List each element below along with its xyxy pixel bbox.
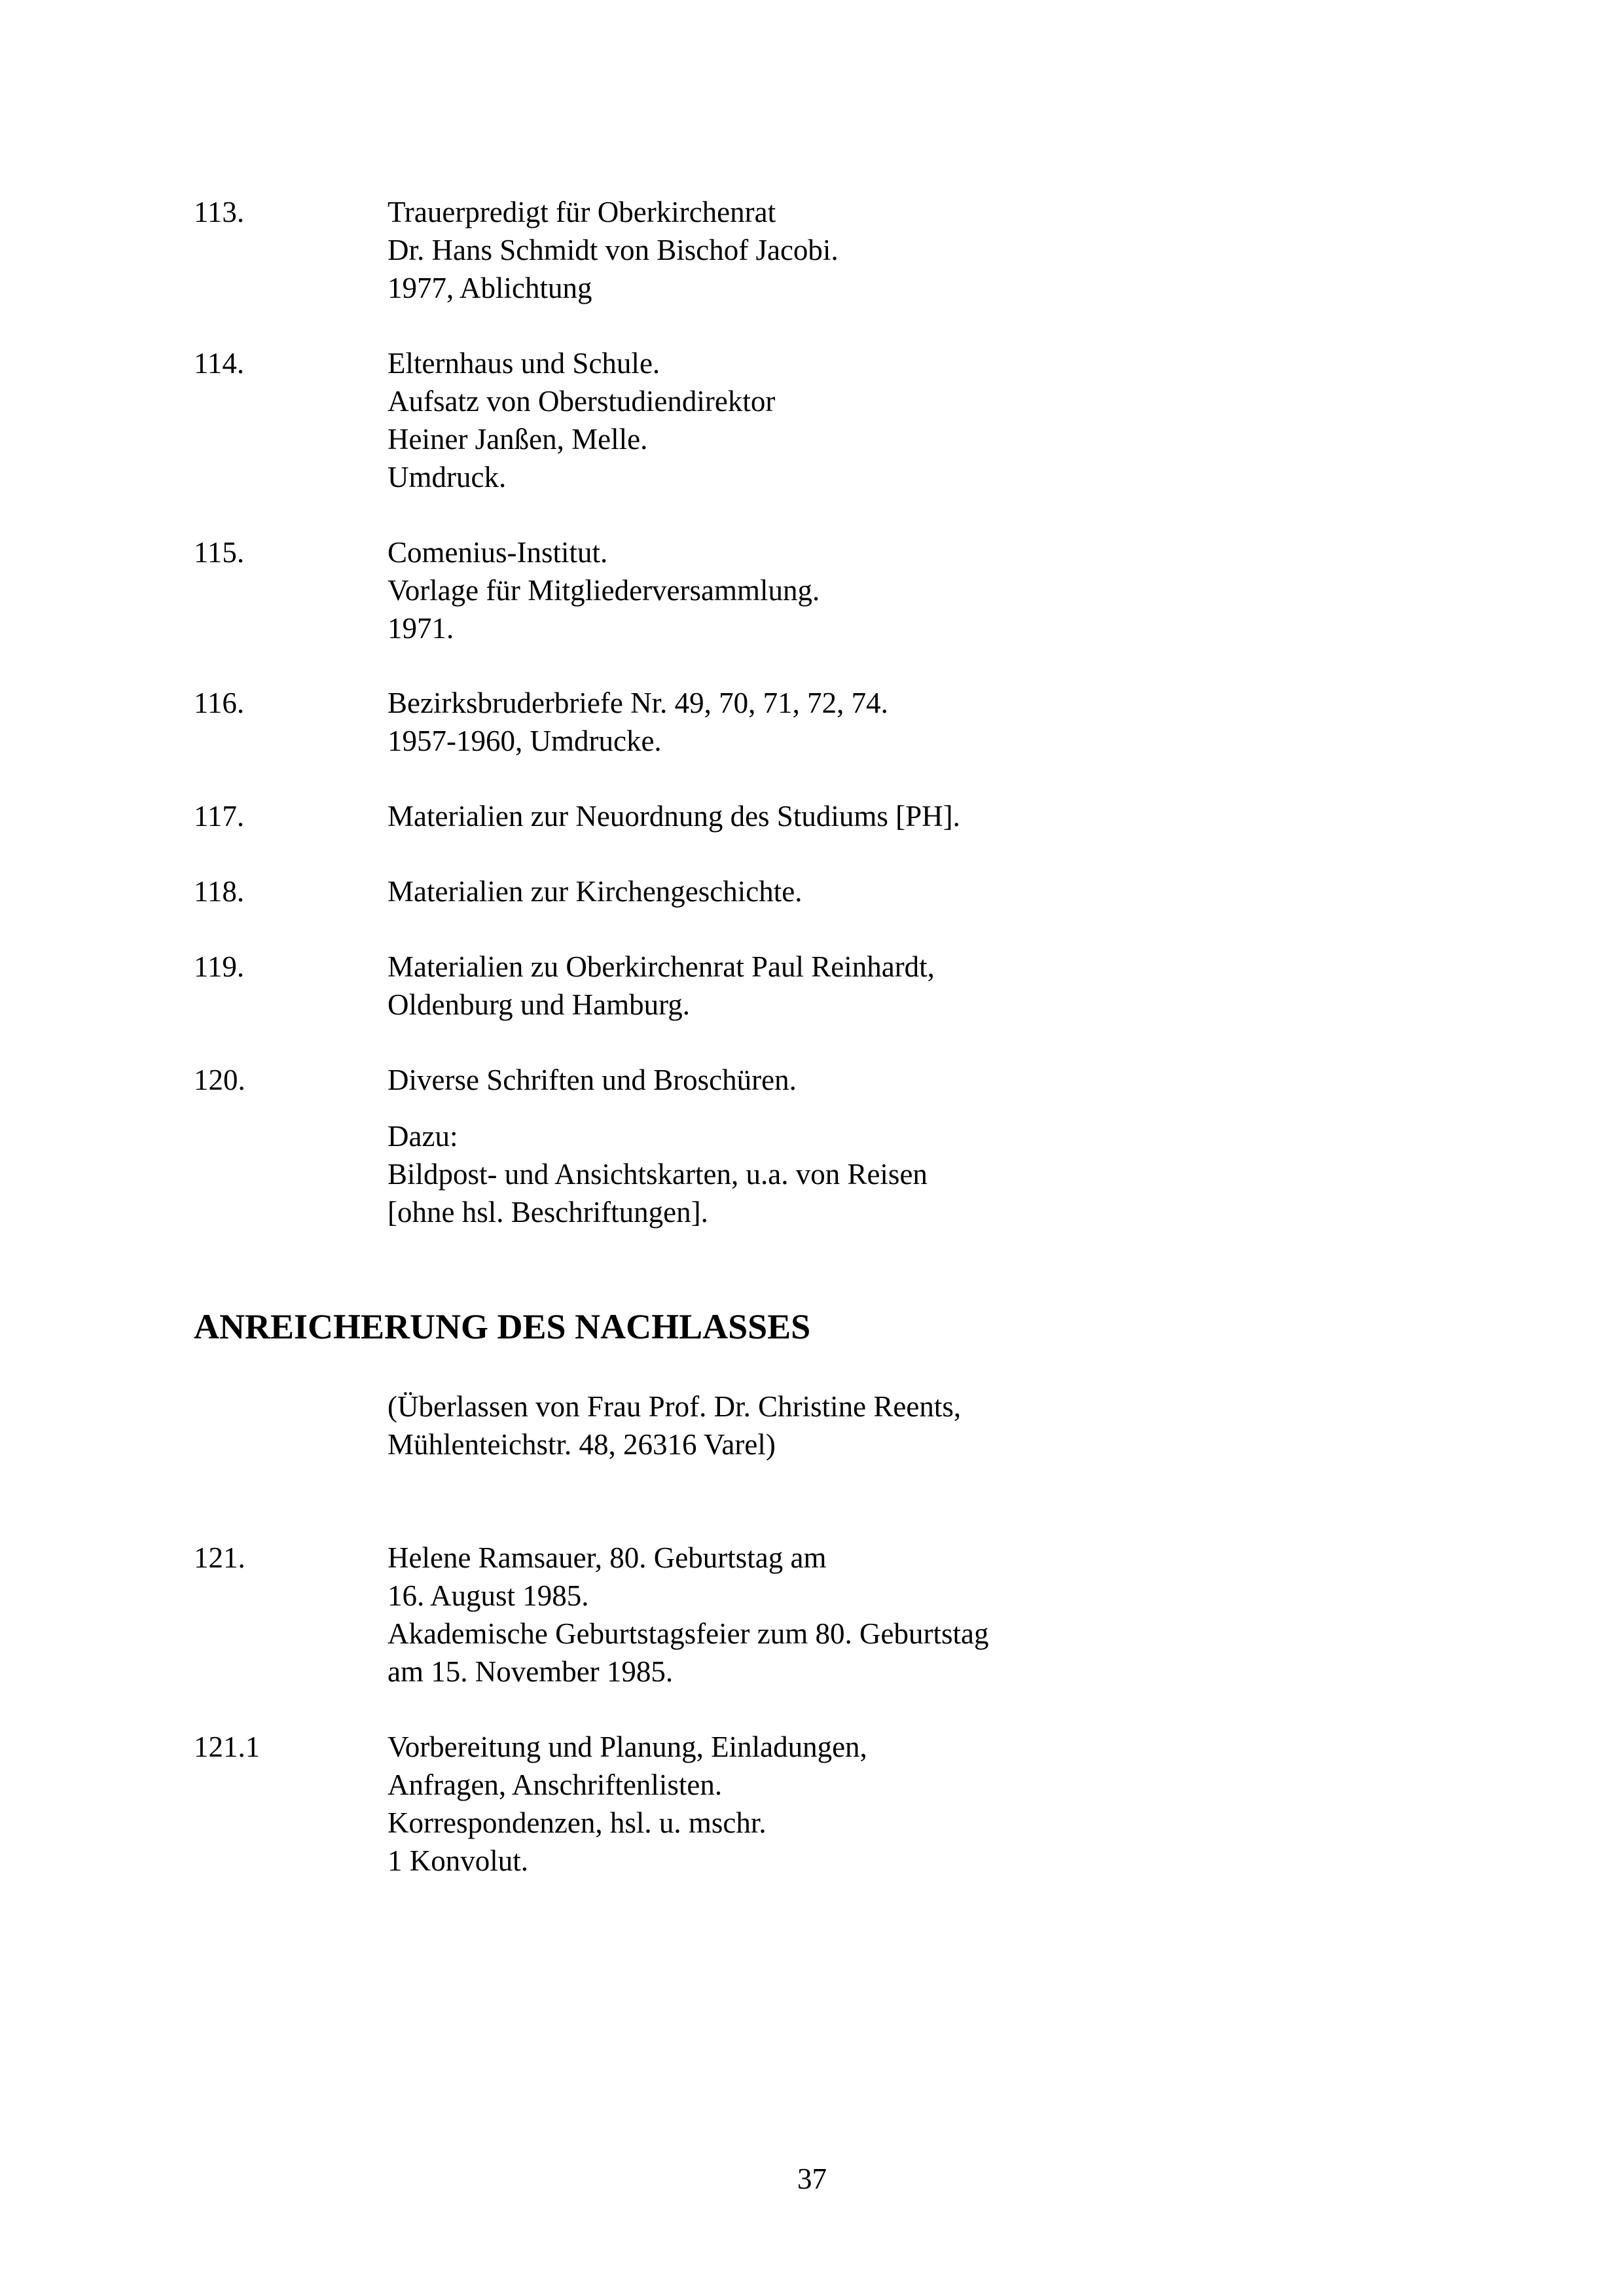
entry-number: 121. [194,1541,245,1574]
addendum-line: Dazu: [388,1120,458,1153]
entry-line: 16. August 1985. [388,1579,589,1612]
entry-line: Materialien zu Oberkirchenrat Paul Reinhardt, [388,950,935,983]
entry-line: am 15. November 1985. [388,1655,674,1688]
entry-line: 1957-1960, Umdrucke. [388,725,662,757]
page-number: 37 [797,2162,827,2195]
entry-line: Trauerpredigt für Oberkirchenrat [388,196,776,228]
entry-text [388,948,935,1024]
entry-line: Heiner Janßen, Melle. [388,423,648,456]
entry-line: Helene Ramsauer, 80. Geburtstag am [388,1541,827,1574]
entry-text [388,344,775,496]
entry-number: 116. [194,687,245,719]
addendum-text [388,1117,928,1231]
entry-number: 117. [194,800,245,833]
entry-line: Oldenburg und Hamburg. [388,988,691,1021]
entry-line: Akademische Geburtstagsfeier zum 80. Geburtstag [388,1617,989,1650]
entry-line: Dr. Hans Schmidt von Bischof Jacobi. [388,234,839,266]
entry-text [388,684,888,760]
entry-line: Korrespondenzen, hsl. u. mschr. [388,1806,767,1839]
entry-number: 118. [194,875,245,908]
entry-line: Vorlage für Mitgliederversammlung. [388,574,820,607]
entry-line: Materialien zur Kirchengeschichte. [388,875,803,908]
entry-line: Elternhaus und Schule. [388,347,660,380]
entry-text [388,1728,867,1880]
entry-line: Bezirksbruderbriefe Nr. 49, 70, 71, 72, 74. [388,687,888,719]
section-heading: ANREICHERUNG DES NACHLASSES [194,1307,811,1346]
entry-line: Anfragen, Anschriftenlisten. [388,1768,723,1801]
addendum-line: Bildpost- und Ansichtskarten, u.a. von Reisen [388,1158,928,1191]
section-note-line: (Überlassen von Frau Prof. Dr. Christine Reents, [388,1390,962,1423]
entry-line: Diverse Schriften und Broschüren. [388,1064,797,1096]
entry-line: 1 Konvolut. [388,1844,529,1877]
entry-number: 115. [194,536,245,569]
section-note-text [388,1388,961,1463]
addendum-line: [ohne hsl. Beschriftungen]. [388,1196,708,1229]
section-note-line: Mühlenteichstr. 48, 26316 Varel) [388,1428,776,1461]
entry-number: 120. [194,1064,245,1096]
entry-number: 121.1 [194,1731,261,1763]
entry-text [388,193,839,307]
entry-text [388,872,802,910]
entry-line: 1971. [388,612,454,645]
entry-text [388,1061,797,1099]
entry-number: 113. [194,196,245,228]
entry-text [388,533,820,647]
entry-line: Materialien zur Neuordnung des Studiums [PH]. [388,800,960,833]
entry-line: Comenius-Institut. [388,536,608,569]
entry-number: 114. [194,347,245,380]
entry-line: Aufsatz von Oberstudiendirektor [388,385,776,418]
entry-text [388,797,960,835]
entry-text [388,1539,988,1691]
entry-line: 1977, Ablichtung [388,272,592,304]
entry-number: 119. [194,950,245,983]
entry-line: Umdruck. [388,461,507,493]
entry-line: Vorbereitung und Planung, Einladungen, [388,1731,867,1763]
